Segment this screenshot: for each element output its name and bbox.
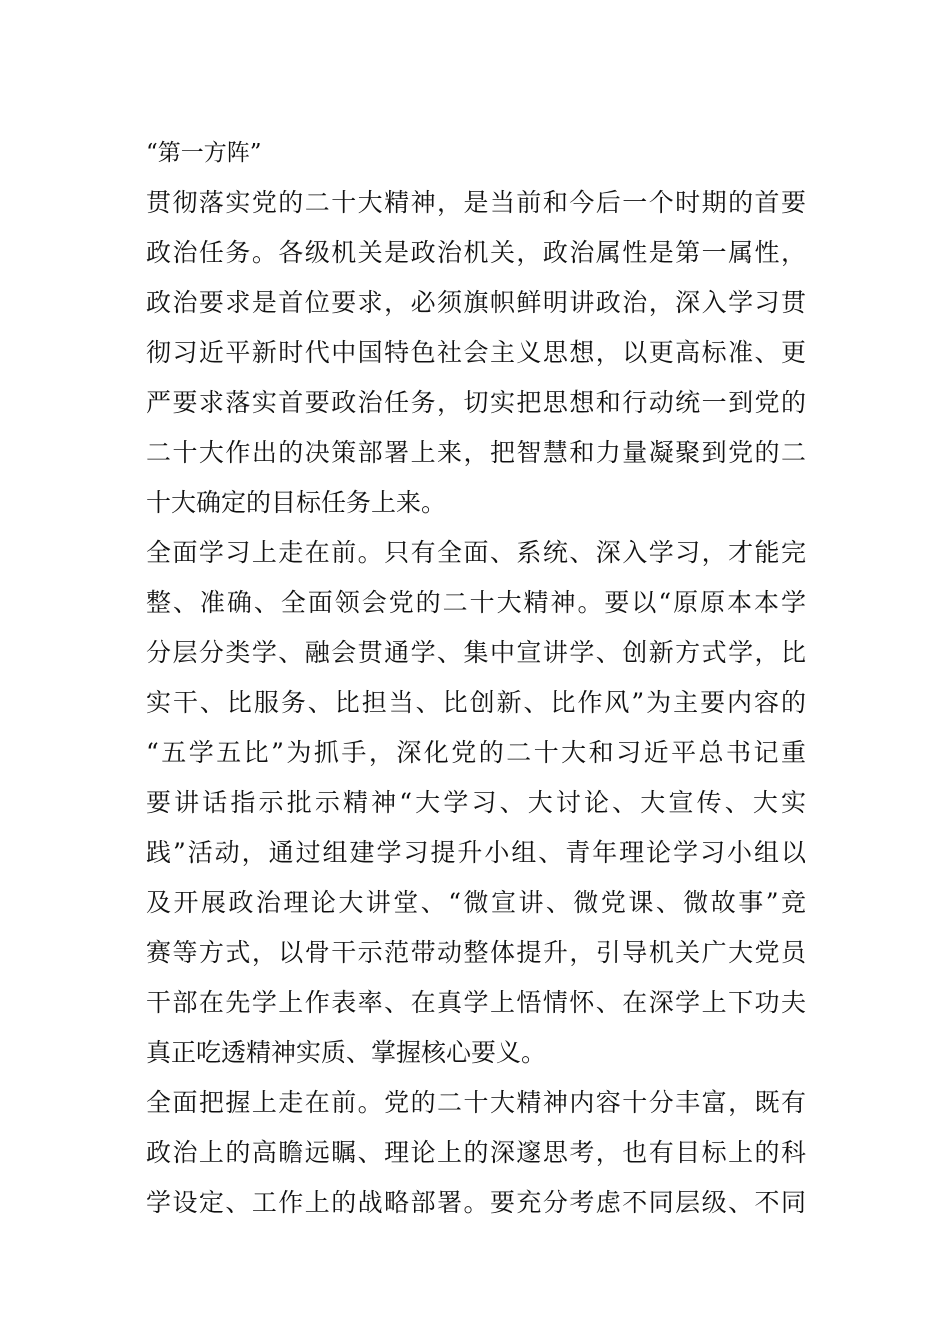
paragraph-3 [146, 1078, 806, 1228]
text-line: 实干、比服务、比担当、比创新、比作风”为主要内容的 [146, 688, 806, 717]
text-line: 十大确定的目标任务上来。 [146, 488, 447, 517]
text-line: 干部在先学上作表率、在真学上悟情怀、在深学上下功夫 [146, 988, 806, 1017]
text-line: 分层分类学、融会贯通学、集中宣讲学、创新方式学，比 [146, 638, 806, 667]
text-line: 要讲话指示批示精神“大学习、大讨论、大宣传、大实 [146, 788, 806, 817]
text-line: 政治上的高瞻远瞩、理论上的深邃思考，也有目标上的科 [146, 1138, 806, 1167]
text-line: 彻习近平新时代中国特色社会主义思想，以更高标准、更 [146, 338, 806, 367]
text-line: 赛等方式，以骨干示范带动整体提升，引导机关广大党员 [146, 938, 806, 967]
text-line: 二十大作出的决策部署上来，把智慧和力量凝聚到党的二 [146, 438, 806, 467]
text-line: 及开展政治理论大讲堂、“微宣讲、微党课、微故事”竞 [146, 888, 806, 917]
text-line: 践”活动，通过组建学习提升小组、青年理论学习小组以 [146, 838, 806, 867]
text-line: 学设定、工作上的战略部署。要充分考虑不同层级、不同 [146, 1188, 806, 1217]
text-line: 政治任务。各级机关是政治机关，政治属性是第一属性， [146, 238, 806, 267]
text-line: 真正吃透精神实质、掌握核心要义。 [146, 1038, 547, 1067]
text-line: 全面学习上走在前。只有全面、系统、深入学习，才能完 [146, 538, 806, 567]
text-line: 政治要求是首位要求，必须旗帜鲜明讲政治，深入学习贯 [146, 288, 806, 317]
text-line: 严要求落实首要政治任务，切实把思想和行动统一到党的 [146, 388, 806, 417]
paragraph-2 [146, 528, 806, 1078]
text-line: 贯彻落实党的二十大精神，是当前和今后一个时期的首要 [146, 188, 806, 217]
section-heading: “第一方阵” [146, 140, 262, 166]
text-line: “五学五比”为抓手，深化党的二十大和习近平总书记重 [146, 738, 806, 767]
paragraph-1 [146, 178, 806, 528]
text-line: 整、准确、全面领会党的二十大精神。要以“原原本本学 [146, 588, 806, 617]
document-body [146, 128, 806, 1228]
text-line: 全面把握上走在前。党的二十大精神内容十分丰富，既有 [146, 1088, 806, 1117]
